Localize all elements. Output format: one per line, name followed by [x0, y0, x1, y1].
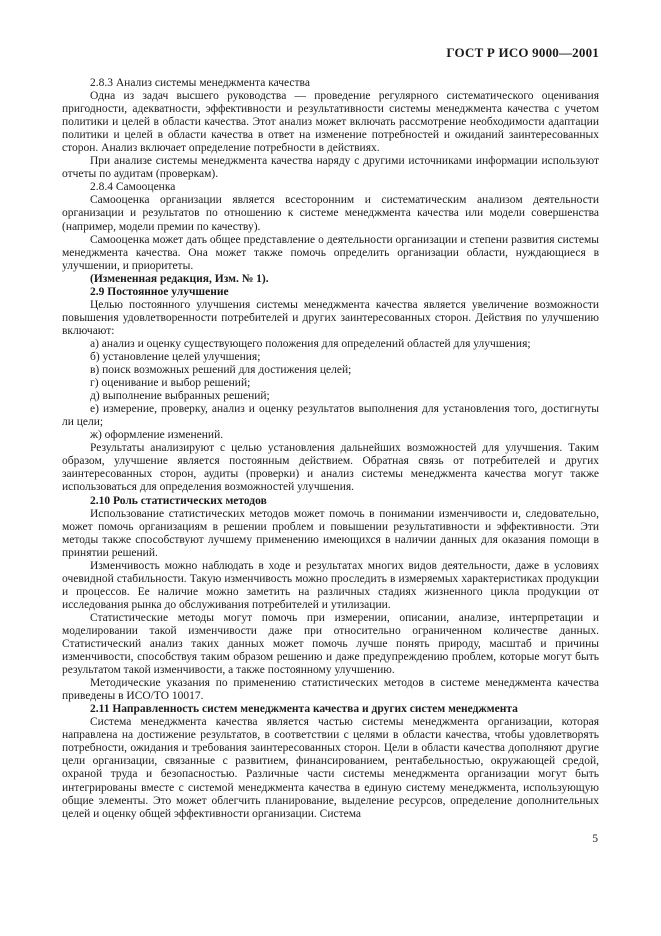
paragraph: а) анализ и оценку существующего положения для определений областей для улучшения; — [90, 337, 531, 350]
paragraph: д) выполнение выбранных решений; — [90, 390, 270, 403]
paragraph: Использование статистических методов может помочь в понимании изменчивости и, следовательно, может помочь организациям в решении проблем и повышении результативности и эффективности. Эти методы также способствуют лучшему применению имеющихся в наличии данных для оказания помощи в принятии решений. — [62, 507, 599, 559]
paragraph: (Измененная редакция, Изм. № 1). — [90, 272, 269, 285]
paragraph: Изменчивость можно наблюдать в ходе и результатах многих видов деятельности, даже в условиях очевидной стабильности. Такую изменчивость можно проследить в измеряемых характеристиках продукции и процессов. Ее наличие можно заметить на различных стадиях жизненного цикла продукции от исследования рынка до обслуживания потребителей и утилизации. — [62, 559, 599, 611]
page-number: 5 — [592, 833, 598, 845]
paragraph: Статистические методы могут помочь при измерении, описании, анализе, интерпретации и моделировании такой изменчивости даже при относительно ограниченном количестве данных. Статистический анализ таких данных может помочь лучше понять природу, масштаб и причины изменчивости, способствуя таким образом решению и даже предупреждению проблем, которые могут быть результатом такой изменчивости, а также постоянному улучшению. — [62, 611, 599, 677]
paragraph: г) оценивание и выбор решений; — [90, 377, 251, 390]
paragraph: 2.8.3 Анализ системы менеджмента качества — [90, 77, 310, 89]
paragraph: е) измерение, проверку, анализ и оценку результатов выполнения для установления того, достигнуты ли цели; — [62, 403, 599, 429]
paragraph: 2.11 Направленность систем менеджмента качества и других систем менеджмента — [90, 703, 518, 716]
paragraph: Одна из задач высшего руководства — проведение регулярного систематического оценивания пригодности, адекватности, эффективности и результативности системы менеджмента качества с учетом политики и целей в области качества. Этот анализ может включать рассмотрение необходимости адаптации политики и целей в области качества в ответ на изменение потребностей и ожиданий заинтересованных сторон. Анализ включает определение потребности в действиях. — [62, 90, 599, 155]
paragraph: Самооценка организации является всесторонним и систематическим анализом деятельности организации и результатов по отношению к системе менеджмента качества или модели совершенства (например, модели премии по качеству). — [62, 194, 599, 233]
document-body — [62, 77, 599, 821]
paragraph: 2.9 Постоянное улучшение — [90, 285, 229, 298]
paragraph: Целью постоянного улучшения системы менеджмента качества является увеличение возможности повышения удовлетворенности потребителей и других заинтересованных сторон. Действия по улучшению включают: — [62, 298, 599, 337]
paragraph: Результаты анализируют с целью установления дальнейших возможностей для улучшения. Таким образом, улучшение является постоянным действием. Обратная связь от потребителей и других заинтересованных сторон, аудиты (проверки) и анализ системы менеджмента качества могут также использоваться для определения возможностей улучшения. — [62, 442, 599, 494]
paragraph: При анализе системы менеджмента качества наряду с другими источниками информации используют отчеты по аудитам (проверкам). — [62, 155, 599, 181]
paragraph: 2.8.4 Самооценка — [90, 181, 176, 194]
paragraph: ж) оформление изменений. — [90, 429, 224, 442]
paragraph: б) установление целей улучшения; — [90, 350, 261, 363]
paragraph: 2.10 Роль статистических методов — [90, 494, 267, 507]
paragraph: Методические указания по применению статистических методов в системе менеджмента качества приведены в ИСО/ТО 10017. — [62, 677, 599, 703]
paragraph: Система менеджмента качества является частью системы менеджмента организации, которая направлена на достижение результатов, в соответствии с целями в области качества, чтобы удовлетворять потребности, ожидания и требования заинтересованных сторон. Цели в области качества дополняют другие цели организации, связанные с развитием, финансированием, рентабельностью, окружающей средой, охраной труда и безопасностью. Различные части системы менеджмента организации могут быть интегрированы вместе с системой менеджмента качества в единую систему менеджмента, использующую общие элементы. Это может облегчить планирование, выделение ресурсов, определение дополнительных целей и оценку общей эффективности организации. Система — [62, 716, 599, 820]
paragraph: в) поиск возможных решений для достижения целей; — [90, 364, 352, 377]
paragraph: Самооценка может дать общее представление о деятельности организации и степени развития системы менеджмента качества. Она может также помочь определить организации области, нуждающиеся в улучшении, и приоритеты. — [62, 233, 599, 272]
standard-code-header: ГОСТ Р ИСО 9000—2001 — [446, 45, 599, 60]
